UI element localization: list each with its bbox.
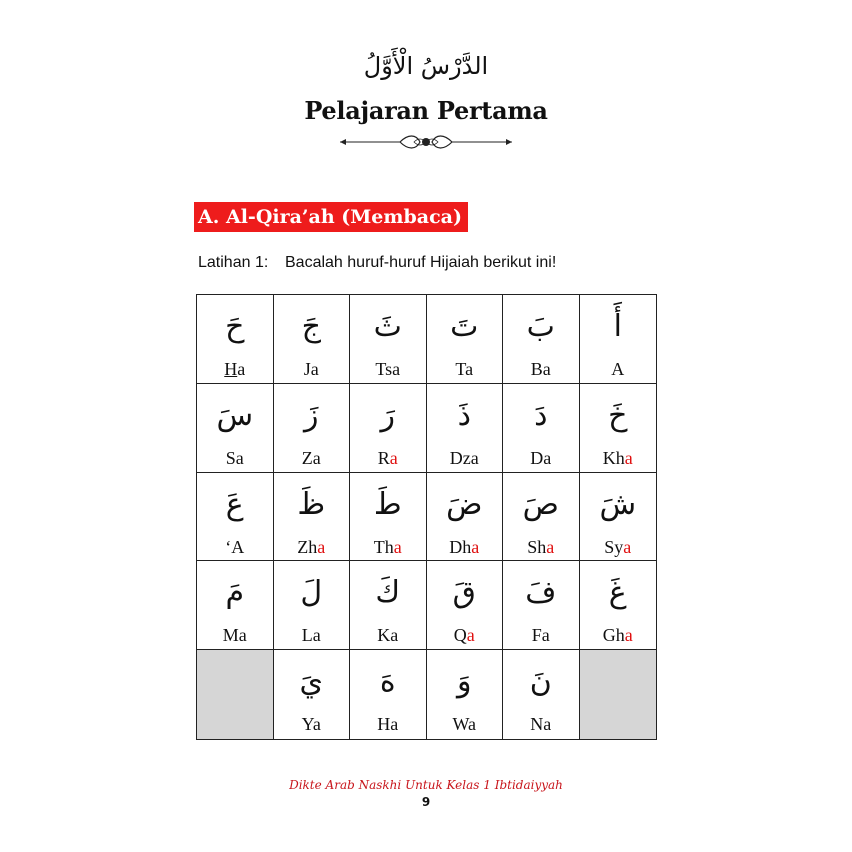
arabic-letter: غَ	[608, 575, 627, 611]
transliteration-part: a	[546, 536, 555, 557]
transliteration-part: Wa	[452, 714, 477, 735]
latin-transliteration	[274, 625, 350, 646]
letter-cell	[350, 473, 427, 562]
empty-cell	[197, 650, 274, 739]
ornament-divider-icon	[336, 132, 516, 152]
transliteration-part: ‘A	[225, 536, 245, 557]
transliteration-part: a	[389, 447, 398, 468]
latin-transliteration	[197, 359, 273, 380]
latin-transliteration	[580, 359, 657, 380]
arabic-letter: نَ	[529, 664, 552, 700]
latin-transliteration	[350, 625, 426, 646]
arabic-letter: مَ	[225, 575, 245, 611]
transliteration-part: a	[624, 447, 633, 468]
arabic-letter: عَ	[225, 486, 244, 522]
letter-cell	[274, 650, 351, 739]
latin-transliteration	[350, 537, 426, 558]
letter-cell	[350, 650, 427, 739]
arabic-letter: هَ	[379, 664, 396, 700]
arabic-letter: خَ	[608, 397, 628, 433]
letter-cell	[350, 295, 427, 384]
page-number: 9	[421, 795, 431, 809]
letter-cell	[197, 295, 274, 384]
letter-cell	[274, 295, 351, 384]
transliteration-part: a	[393, 536, 402, 557]
letter-cell	[274, 473, 351, 562]
letter-cell	[503, 384, 580, 473]
transliteration-part: Th	[373, 536, 394, 557]
transliteration-part: a	[623, 536, 632, 557]
transliteration-part: Q	[453, 625, 467, 646]
arabic-letter: زَ	[304, 397, 319, 433]
arabic-letter: ظَ	[297, 486, 326, 522]
latin-transliteration	[503, 359, 579, 380]
letter-cell	[274, 384, 351, 473]
latin-transliteration	[274, 714, 350, 735]
letter-cell	[503, 561, 580, 650]
letter-cell	[427, 384, 504, 473]
arabic-letter: شَ	[599, 486, 637, 522]
arabic-lesson-title: الدَّرْسُ الْأَوَّلُ	[363, 52, 489, 80]
latin-transliteration	[274, 448, 350, 469]
arabic-letter: قَ	[452, 575, 476, 611]
transliteration-part: Dh	[449, 536, 472, 557]
latin-transliteration	[427, 714, 503, 735]
letter-cell	[580, 295, 657, 384]
exercise-line	[198, 254, 556, 272]
letter-cell	[350, 384, 427, 473]
transliteration-part: Da	[530, 447, 552, 468]
transliteration-part: La	[301, 625, 321, 646]
arabic-letter: وَ	[457, 664, 472, 700]
transliteration-part: Dza	[449, 447, 479, 468]
arabic-letter: فَ	[525, 575, 557, 611]
letter-cell	[197, 384, 274, 473]
arabic-letter: ضَ	[446, 486, 483, 522]
transliteration-part: Ta	[455, 359, 474, 379]
arabic-letter: لَ	[300, 575, 323, 611]
transliteration-part: Ba	[530, 359, 551, 379]
latin-transliteration	[503, 537, 579, 558]
letter-cell	[503, 473, 580, 562]
page-title: Pelajaran Pertama	[304, 96, 548, 125]
transliteration-part: Fa	[531, 625, 550, 646]
transliteration-part: R	[377, 447, 390, 468]
latin-transliteration	[197, 625, 273, 646]
letter-cell	[427, 295, 504, 384]
letter-cell	[427, 561, 504, 650]
arabic-letter: سَ	[216, 397, 254, 433]
letter-cell	[503, 650, 580, 739]
footer-book-title: Dikte Arab Naskhi Untuk Kelas 1 Ibtidaiyyah	[289, 778, 563, 792]
letter-cell	[580, 561, 657, 650]
arabic-letter: حَ	[225, 309, 245, 344]
transliteration-part: Ha	[377, 714, 399, 735]
arabic-letter: كَ	[375, 575, 401, 611]
transliteration-part: Ya	[301, 714, 321, 735]
arabic-letter: ثَ	[373, 309, 402, 344]
transliteration-part: Sh	[527, 536, 547, 557]
latin-transliteration	[350, 359, 426, 380]
arabic-letter: جَ	[301, 309, 321, 344]
section-heading: A. Al-Qira’ah (Membaca)	[194, 202, 468, 232]
arabic-letter: دَ	[534, 397, 548, 433]
transliteration-part: Za	[301, 447, 321, 468]
latin-transliteration	[427, 359, 503, 380]
latin-transliteration	[197, 448, 273, 469]
latin-transliteration	[427, 625, 503, 646]
letter-cell	[580, 473, 657, 562]
letter-cell	[427, 473, 504, 562]
exercise-number: Latihan 1:	[198, 254, 269, 271]
transliteration-part: a	[466, 625, 475, 646]
arabic-letter: صَ	[522, 486, 559, 522]
transliteration-part: a	[624, 625, 633, 646]
latin-transliteration	[274, 359, 350, 380]
transliteration-part: Tsa	[375, 359, 401, 379]
transliteration-part: Gh	[602, 625, 625, 646]
transliteration-part: Na	[530, 714, 552, 735]
latin-transliteration	[350, 714, 426, 735]
latin-transliteration	[503, 714, 579, 735]
transliteration-part: Zh	[297, 536, 318, 557]
latin-transliteration	[503, 625, 579, 646]
hijaiyah-letter-table	[196, 294, 657, 740]
latin-transliteration	[274, 537, 350, 558]
arabic-letter: طَ	[373, 486, 402, 522]
transliteration-part: Kh	[602, 447, 625, 468]
letter-cell	[274, 561, 351, 650]
transliteration-part: A	[611, 359, 625, 379]
latin-transliteration	[580, 625, 657, 646]
transliteration-part: a	[317, 536, 326, 557]
transliteration-part: Ka	[377, 625, 399, 646]
arabic-letter: أَ	[613, 309, 622, 344]
transliteration-part: H	[224, 359, 238, 379]
latin-transliteration	[503, 448, 579, 469]
exercise-instruction: Bacalah huruf-huruf Hijaiah berikut ini!	[285, 254, 557, 271]
latin-transliteration	[197, 537, 273, 558]
empty-cell	[580, 650, 657, 739]
latin-transliteration	[580, 448, 657, 469]
latin-transliteration	[427, 537, 503, 558]
arabic-letter: تَ	[450, 309, 479, 344]
transliteration-part: a	[471, 536, 480, 557]
transliteration-part: Ma	[222, 625, 247, 646]
letter-cell	[427, 650, 504, 739]
latin-transliteration	[350, 448, 426, 469]
letter-cell	[580, 384, 657, 473]
latin-transliteration	[427, 448, 503, 469]
transliteration-part: Sy	[604, 536, 624, 557]
transliteration-part: a	[237, 359, 246, 379]
arabic-letter: بَ	[526, 309, 555, 344]
latin-transliteration	[580, 537, 657, 558]
arabic-letter: يَ	[299, 664, 323, 700]
letter-cell	[197, 473, 274, 562]
letter-cell	[350, 561, 427, 650]
transliteration-part: Ja	[303, 359, 319, 379]
transliteration-part: Sa	[225, 447, 244, 468]
letter-cell	[197, 561, 274, 650]
letter-cell	[503, 295, 580, 384]
arabic-letter: رَ	[380, 397, 395, 433]
arabic-letter: ذَ	[457, 397, 471, 433]
